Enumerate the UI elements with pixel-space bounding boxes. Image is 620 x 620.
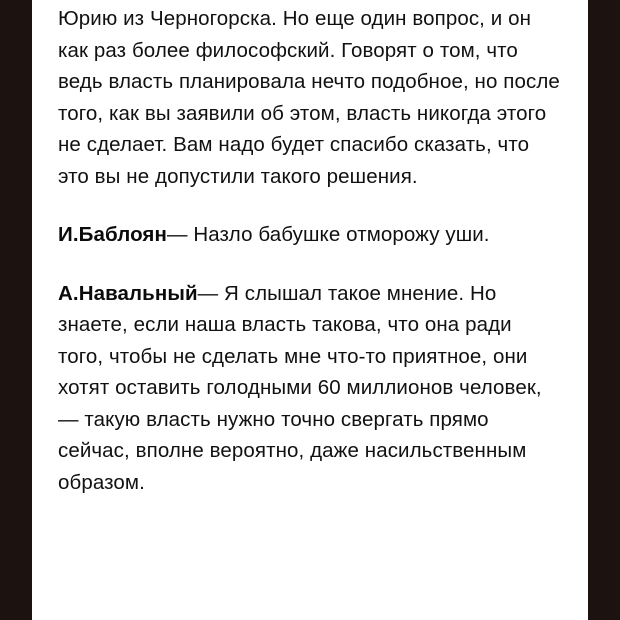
paragraph-text: — Назло бабушке отморожу уши. [166,223,490,246]
left-gutter [0,0,32,620]
paragraph-text: Юрию из Черногорска. Но еще один вопрос, и он как раз более философский. Говорят о том, что ведь власть планировала нечто подобное, но после того, как вы заявили об этом, власть никогда этого не сделает. Вам надо будет спасибо сказать, что это вы не допустили такого решения. [58,7,560,188]
right-gutter [588,0,620,620]
speaker-name: А.Навальный [58,281,198,305]
transcript-paragraph [58,219,562,251]
transcript-paragraph [58,278,562,499]
document-sheet [32,0,588,620]
speaker-name: И.Баблоян [58,223,167,246]
transcript-paragraph [58,0,562,192]
paragraph-text: — Я слышал такое мнение. Но знаете, если наша власть такова, что она ради того, чтобы не сделать мне что-то приятное, они хотят оставить голодными 60 миллионов человек, — такую власть нужно точно свергать прямо сейчас, вполне вероятно, даже насильственным образом. [58,281,542,494]
